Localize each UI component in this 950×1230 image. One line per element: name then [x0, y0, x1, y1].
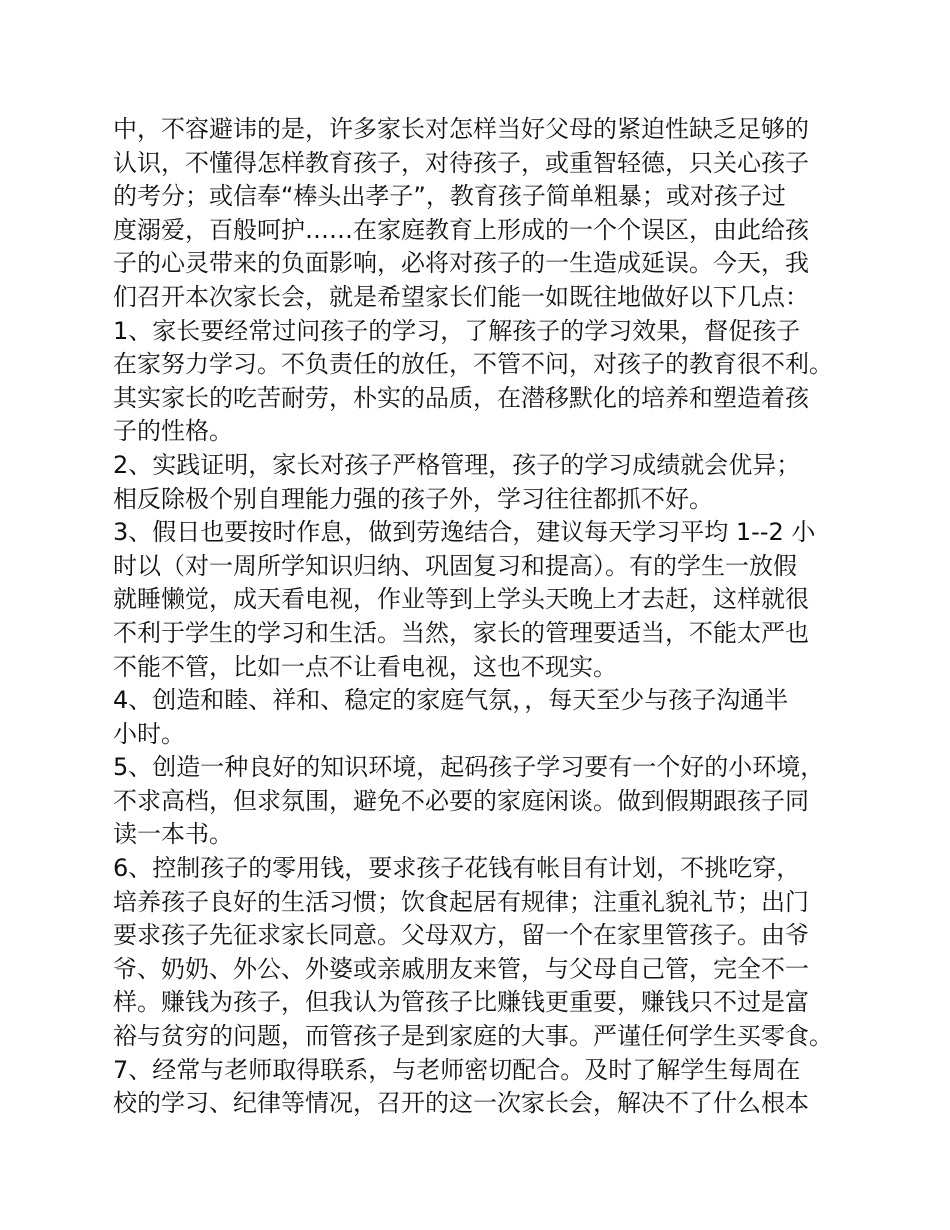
- text-line: 不求高档，但求氛围，避免不必要的家庭闲谈。做到假期跟孩子同: [113, 786, 809, 815]
- text-line: 5、创造一种良好的知识环境，起码孩子学习要有一个好的小环境，: [113, 753, 825, 782]
- text-line: 子的性格。: [113, 417, 233, 446]
- text-line: 小时。: [113, 719, 185, 748]
- text-line: 相反除极个别自理能力强的孩子外，学习往往都抓不好。: [113, 484, 713, 513]
- text-line: 不利于学生的学习和生活。当然，家长的管理要适当，不能太严也: [113, 618, 809, 647]
- text-line: 不能不管，比如一点不让看电视，这也不现实。: [113, 652, 617, 681]
- text-line: 时以（对一周所学知识归纳、巩固复习和提高）。有的学生一放假: [113, 551, 797, 580]
- text-line: 爷、奶奶、外公、外婆或亲戚朋友来管，与父母自己管，完全不一: [113, 954, 809, 983]
- text-line: 3、假日也要按时作息，做到劳逸结合，建议每天学习平均 1--2 小: [113, 518, 816, 547]
- text-line: 2、实践证明，家长对孩子严格管理，孩子的学习成绩就会优异；: [113, 450, 801, 479]
- text-line: 中，不容避讳的是，许多家长对怎样当好父母的紧迫性缺乏足够的: [113, 115, 809, 143]
- document-body-text: [113, 113, 853, 1121]
- text-line: 在家努力学习。不负责任的放任，不管不问，对孩子的教育很不利。: [113, 350, 833, 379]
- text-line: 度溺爱，百般呵护……在家庭教育上形成的一个个误区，由此给孩: [113, 215, 809, 244]
- text-line: 的考分；或信奉“棒头出孝子”，教育孩子简单粗暴；或对孩子过: [113, 182, 786, 211]
- text-line: 认识，不懂得怎样教育孩子，对待孩子，或重智轻德，只关心孩子: [113, 148, 809, 177]
- text-line: 4、创造和睦、祥和、稳定的家庭气氛，，每天至少与孩子沟通半: [113, 686, 789, 715]
- text-line: 培养孩子良好的生活习惯；饮食起居有规律；注重礼貌礼节；出门: [113, 887, 809, 916]
- text-line: 就睡懒觉，成天看电视，作业等到上学头天晚上才去赶，这样就很: [113, 585, 809, 614]
- text-line: 要求孩子先征求家长同意。父母双方，留一个在家里管孩子。由爷: [113, 921, 809, 950]
- text-line: 子的心灵带来的负面影响，必将对孩子的一生造成延误。今天，我: [113, 249, 809, 278]
- text-line: 6、控制孩子的零用钱，要求孩子花钱有帐目有计划，不挑吃穿，: [113, 854, 801, 883]
- text-line: 裕与贫穷的问题，而管孩子是到家庭的大事。严谨任何学生买零食。: [113, 1022, 833, 1051]
- text-line: 校的学习、纪律等情况，召开的这一次家长会，解决不了什么根本: [113, 1089, 809, 1118]
- text-line: 样。赚钱为孩子，但我认为管孩子比赚钱更重要，赚钱只不过是富: [113, 988, 809, 1017]
- text-line: 1、家长要经常过问孩子的学习，了解孩子的学习效果，督促孩子: [113, 316, 801, 345]
- text-line: 读一本书。: [113, 820, 233, 849]
- text-line: 7、经常与老师取得联系，与老师密切配合。及时了解学生每周在: [113, 1055, 801, 1084]
- text-line: 们召开本次家长会，就是希望家长们能一如既往地做好以下几点：: [113, 282, 809, 311]
- text-line: 其实家长的吃苦耐劳，朴实的品质，在潜移默化的培养和塑造着孩: [113, 383, 809, 412]
